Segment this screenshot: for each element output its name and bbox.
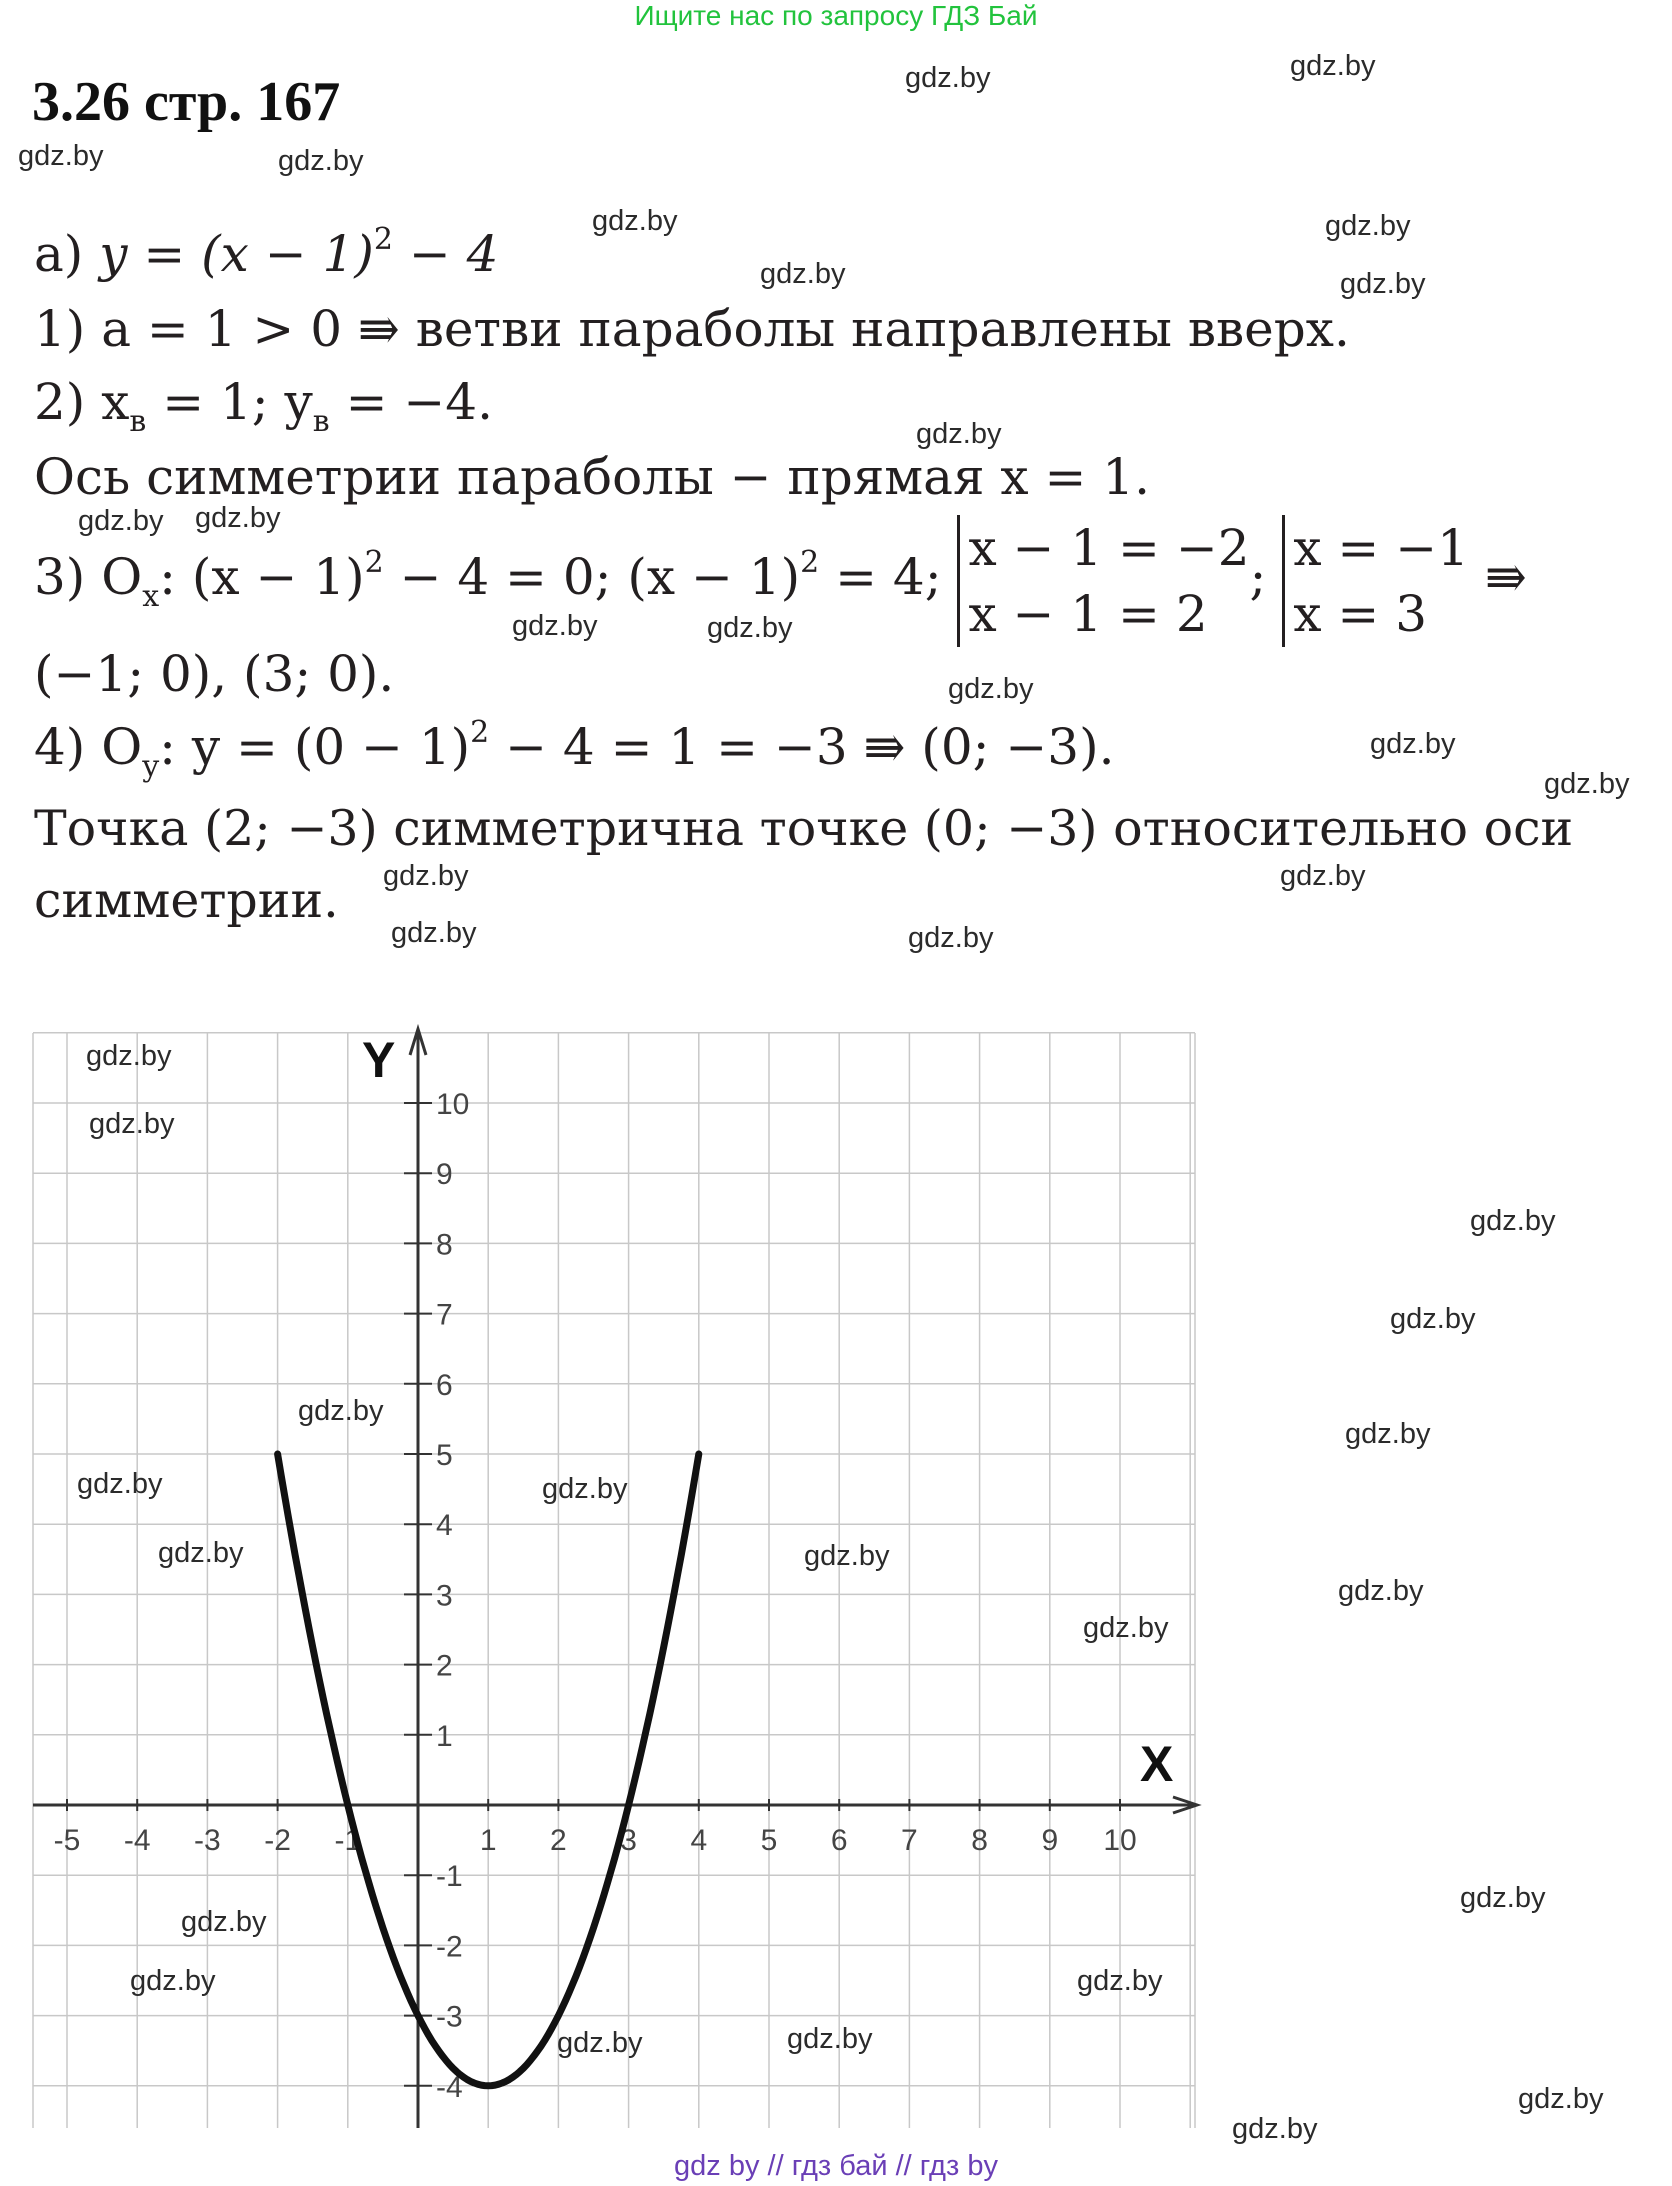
watermark: gdz.by	[1280, 860, 1366, 892]
watermark: gdz.by	[804, 1540, 890, 1572]
implies-sign: ⇛	[1484, 548, 1527, 606]
equation-formula: y = (x − 1)	[99, 225, 374, 283]
x-tick-label: 4	[690, 1824, 708, 1857]
step-3-b: : (x − 1)	[159, 548, 365, 606]
step-2	[34, 373, 493, 439]
watermark: gdz.by	[1470, 1205, 1556, 1237]
axis-of-symmetry: Ось симметрии параболы − прямая x = 1.	[34, 448, 1151, 506]
step-4	[34, 715, 1115, 784]
top-search-link[interactable]: Ищите нас по запросу ГДЗ Бай	[634, 0, 1038, 31]
x-axis-label: X	[1140, 1736, 1174, 1792]
x-tick-label: 7	[901, 1824, 918, 1857]
system-separator: ;	[1249, 548, 1267, 606]
footer-links[interactable]: gdz by // гдз бай // гдз by	[674, 2150, 998, 2182]
watermark: gdz.by	[18, 140, 104, 172]
exponent: 2	[470, 715, 490, 750]
y-tick-label: 10	[436, 1088, 470, 1121]
watermark: gdz.by	[1340, 268, 1426, 300]
system-2-bottom: x = 3	[1293, 585, 1428, 643]
watermark: gdz.by	[707, 612, 793, 644]
y-tick-label: 6	[436, 1368, 453, 1402]
y-tick-label: -2	[436, 1930, 463, 1964]
step-3-points: (−1; 0), (3; 0).	[34, 645, 395, 703]
watermark: gdz.by	[383, 860, 469, 892]
y-tick-label: 7	[436, 1298, 453, 1332]
step-4-b: : y = (0 − 1)	[159, 718, 471, 776]
step-4-c: − 4 = 1 = −3 ⇛ (0; −3).	[489, 718, 1115, 776]
x-tick-label: 5	[760, 1824, 778, 1857]
watermark: gdz.by	[787, 2023, 873, 2055]
watermark: gdz.by	[1390, 1303, 1476, 1335]
watermark: gdz.by	[78, 505, 164, 537]
subscript-y: y	[142, 749, 160, 784]
y-tick-label: 3	[436, 1579, 453, 1613]
step-3-c: − 4 = 0; (x − 1)	[383, 548, 801, 606]
y-tick-label: -3	[436, 2000, 463, 2034]
watermark: gdz.by	[1370, 728, 1456, 760]
system-1-top: x − 1 = −2	[968, 519, 1250, 577]
watermark: gdz.by	[1325, 210, 1411, 242]
x-tick-label: -4	[123, 1824, 151, 1857]
watermark: gdz.by	[158, 1537, 244, 1569]
watermark: gdz.by	[1083, 1612, 1169, 1644]
watermark: gdz.by	[195, 502, 281, 534]
y-tick-label: -4	[436, 2070, 463, 2104]
watermark: gdz.by	[278, 145, 364, 177]
equation-formula-tail: − 4	[392, 225, 499, 283]
system-1-bottom: x − 1 = 2	[968, 585, 1208, 643]
system-2-top: x = −1	[1293, 519, 1469, 577]
y-tick-label: 5	[436, 1439, 453, 1472]
watermark: gdz.by	[77, 1468, 163, 1500]
x-tick-label: 8	[971, 1824, 988, 1857]
watermark: gdz.by	[298, 1395, 384, 1427]
watermark: gdz.by	[1232, 2113, 1318, 2145]
watermark: gdz.by	[905, 62, 991, 94]
x-tick-label: 2	[550, 1824, 567, 1857]
y-axis-label: Y	[362, 1032, 396, 1088]
y-tick-label: 2	[436, 1649, 453, 1683]
watermark: gdz.by	[948, 673, 1034, 705]
symmetry-note-line-2: симметрии.	[34, 872, 339, 929]
watermark: gdz.by	[557, 2027, 643, 2059]
step-2-c: = −4.	[329, 373, 493, 431]
step-2-b: = 1; y	[146, 373, 313, 431]
x-tick-label: 3	[620, 1824, 637, 1857]
y-tick-label: 9	[436, 1158, 453, 1192]
watermark: gdz.by	[592, 205, 678, 237]
equation-line	[34, 222, 499, 283]
y-tick-label: 4	[436, 1509, 453, 1543]
watermark: gdz.by	[512, 610, 598, 642]
watermark: gdz.by	[1077, 1965, 1163, 1997]
watermark: gdz.by	[86, 1040, 172, 1072]
watermark: gdz.by	[1518, 2083, 1604, 2115]
symmetry-note-line-1: Точка (2; −3) симметрична точке (0; −3) относительно оси	[34, 800, 1574, 857]
watermark: gdz.by	[1544, 768, 1630, 800]
exponent: 2	[364, 545, 384, 580]
x-tick-label: -1	[334, 1824, 362, 1857]
x-tick-label: 1	[479, 1824, 497, 1857]
step-1: 1) a = 1 > 0 ⇛ ветви параболы направлены вверх.	[34, 300, 1350, 358]
step-4-a: 4) O	[34, 718, 143, 776]
watermark: gdz.by	[1290, 50, 1376, 82]
x-tick-label: -2	[264, 1824, 291, 1857]
watermark: gdz.by	[542, 1473, 628, 1505]
watermark: gdz.by	[908, 922, 994, 954]
chart-grid	[33, 1033, 1195, 2128]
step-2-a: 2) x	[34, 373, 130, 431]
system-1	[957, 515, 1249, 647]
x-tick-label: -5	[53, 1824, 81, 1857]
y-tick-label: 8	[436, 1228, 453, 1262]
step-3-a: 3) O	[34, 548, 143, 606]
subscript-v: в	[312, 404, 330, 439]
part-label: а)	[34, 225, 100, 283]
watermark: gdz.by	[760, 258, 846, 290]
watermark: gdz.by	[1338, 1575, 1424, 1607]
x-tick-label: 9	[1041, 1824, 1059, 1857]
subscript-v: в	[129, 404, 147, 439]
watermark: gdz.by	[89, 1108, 175, 1140]
exponent: 2	[373, 222, 393, 257]
watermark: gdz.by	[181, 1906, 267, 1938]
watermark: gdz.by	[916, 418, 1002, 450]
watermark: gdz.by	[1460, 1882, 1546, 1914]
page-title: 3.26 стр. 167	[32, 71, 341, 133]
watermark: gdz.by	[1345, 1418, 1431, 1450]
subscript-x: x	[142, 579, 160, 614]
y-tick-label: -1	[436, 1860, 463, 1894]
x-tick-label: -3	[194, 1824, 221, 1857]
watermark: gdz.by	[391, 917, 477, 949]
step-3-d: = 4;	[819, 548, 942, 606]
y-tick-label: 1	[436, 1719, 453, 1753]
x-tick-label: 6	[830, 1824, 848, 1857]
chart-ticks	[54, 1088, 1137, 2104]
x-tick-label: 10	[1103, 1824, 1137, 1857]
system-2	[1282, 515, 1469, 647]
exponent: 2	[800, 545, 820, 580]
watermark: gdz.by	[130, 1965, 216, 1997]
